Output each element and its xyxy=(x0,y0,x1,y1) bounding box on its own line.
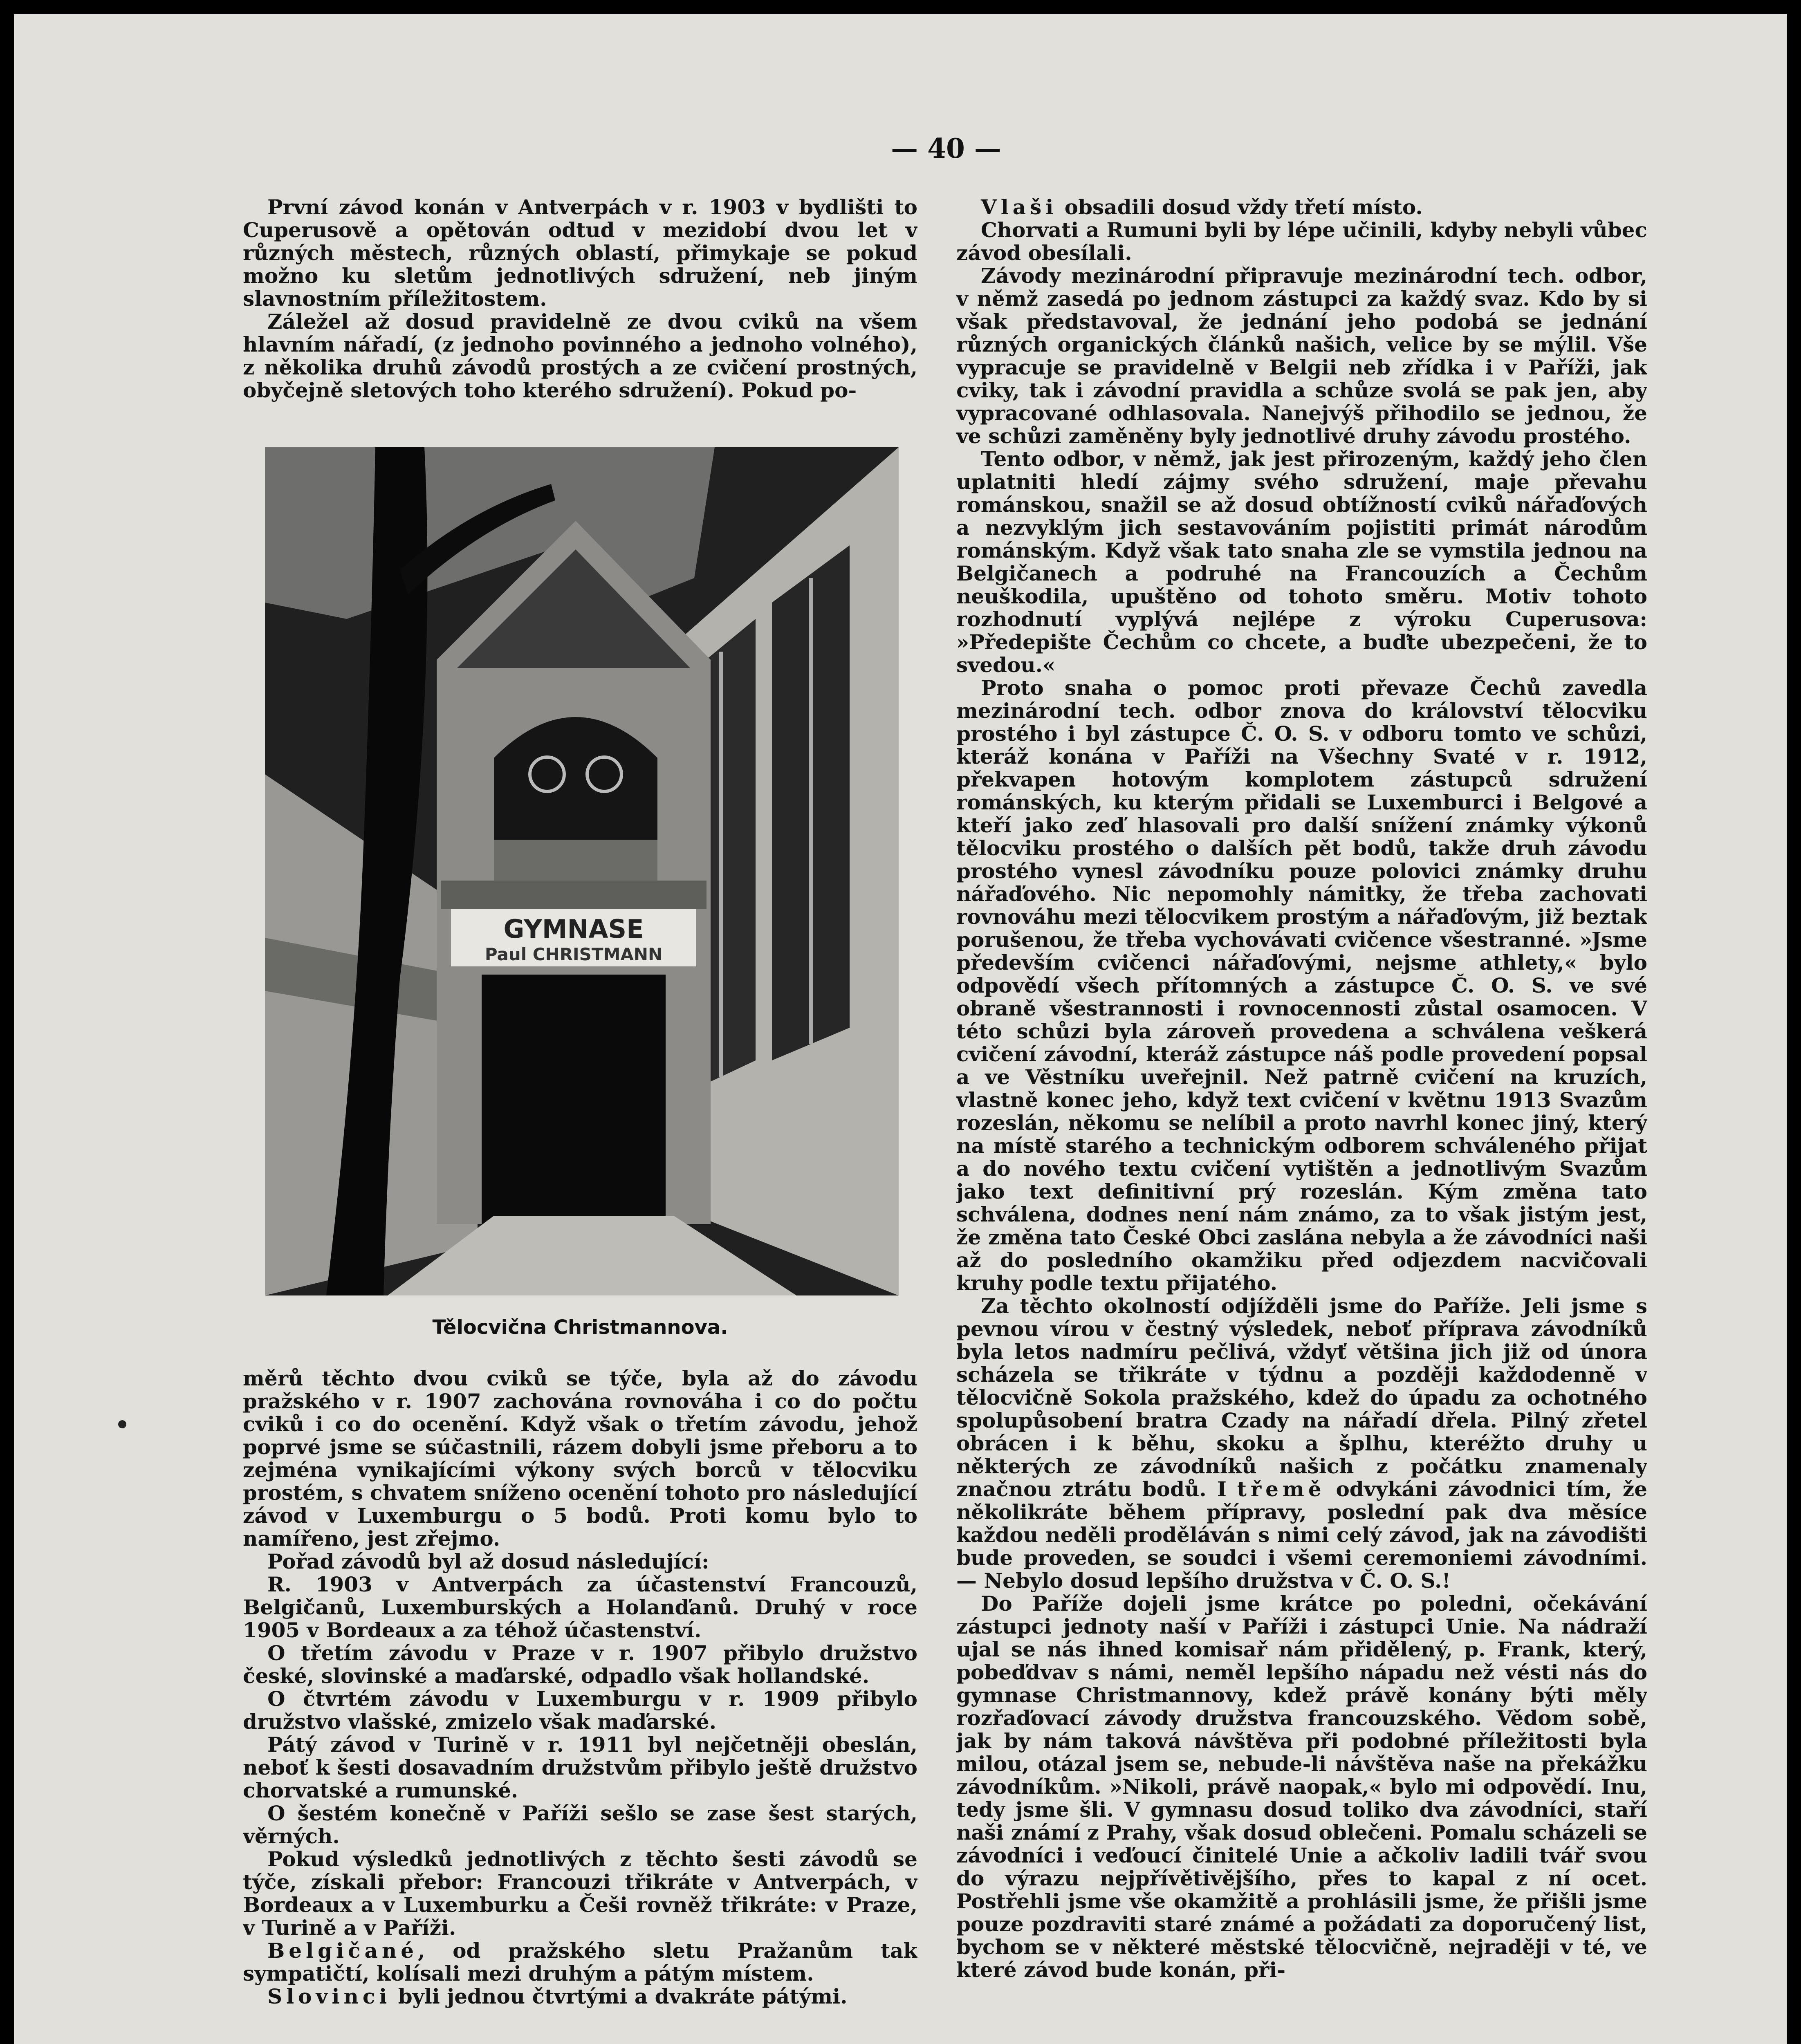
left-column-top xyxy=(243,196,917,417)
paragraph: měrů těchto dvou cviků se týče, byla až do závodu pražského v r. 1907 zachována rovnováha i co do počtu cviků i co do ocenění. Když však o třetím závodu, jehož poprvé jsme se súčastnili, rázem dobyli jsme přeboru a to zejména vynikajícími výkony svých borců v tělocviku prostém, s chvatem sníženo ocenění tohoto pro následující závod v Luxemburgu o 5 bodů. Proti komu bylo to namířeno, jest zřejmo. xyxy=(243,1367,917,1551)
page xyxy=(14,14,1787,2044)
paragraph-text: odvykáni závodnici tím, že několikráte během přípravy, poslední pak dva měsíce každou neděli proděláván s nimi celý závod, jak na závodišti bude proveden, se soudci i všemi ceremoniemi závodními. — Nebylo dosud lepšího družstva v Č. O. S.! xyxy=(956,1477,1647,1593)
paragraph: Záležel až dosud pravidelně ze dvou cviků na všem hlavním nářadí, (z jednoho povinného a jednoho volného), z několika druhů závodů prostých a ze cvičení prostných, obyčejně sletových toho kterého sdružení). Pokud po- xyxy=(243,309,917,402)
paragraph: Pokud výsledků jednotlivých z těchto šesti závodů se týče, získali přebor: Francouzi třikráte v Antverpách, v Bordeaux a v Luxemburku a Češi rovněž třikráte: v Praze, v Turině a v Paříži. xyxy=(243,1847,917,1940)
paragraph: O třetím závodu v Praze v r. 1907 přibylo družstvo české, slovinské a maďarské, odpadlo však hollandské. xyxy=(243,1641,917,1688)
sign-text-christmann: Paul CHRISTMANN xyxy=(484,944,663,964)
paragraph: Závody mezinárodní připravuje mezinárodní tech. odbor, v němž zasedá po jednom zástupci za každý svaz. Kdo by si však představoval, že jednání jeho podobá se jednání různých organických článků našich, velice by se mýlil. Vše vypracuje se pravidelně v Belgii neb zřídka i v Paříži, jak cviky, tak i závodní pravidla a schůze svolá se pak jen, aby vypracované odhlasovala. Nanejvýš přihodilo se jednou, že ve schůzi zaměněny byly jednotlivé druhy závodu prostého. xyxy=(956,264,1647,448)
paragraph: Proto snaha o pomoc proti převaze Čechů zavedla mezinárodní tech. odbor znova do království tělocviku prostého i byl zástupce Č. O. S. v odboru tomto ve schůzi, kteráž konána v Paříži na Všechny Svaté v r. 1912, překvapen hotovým komplotem zástupců sdružení románských, ku kterým přidali se Luxemburci i Belgové a kteří jako zeď hlasovali pro další snížení známky výkonů tělocviku prostého o dalších pět bodů, takže druh závodu prostého vynesl závodníku pouze polovici známky druhu nářaďového. Nic nepomohly námitky, že třeba zachovati rovnováhu mezi tělocvikem prostým a nářaďovým, již beztak porušenou, že třeba vychovávati cvičence všestranné. »Jsme především cvičenci nářaďovými, nejsme athlety,« bylo odpovědí všech přítomných a zástupce Č. O. S. ve své obraně všestrannosti i rovnocennosti zůstal osamocen. V této schůzi byla zároveň provedena a schválena veškerá cvičení závodní, kteráž zástupce náš podle provedení popsal a ve Věstníku uveřejnil. Než patrně cvičení na kruzích, vlastně konec jeho, když text cvičení v květnu 1913 Svazům rozeslán, někomu se nelíbil a proto navrhl konec jiný, který na místě starého a technickým odborem schváleného přijat a do nového textu cvičení vytištěn a jednotlivým Svazům jako text definitivní prý rozeslán. Kým změna tato schválena, dodnes není nám známo, za to však jistým jest, že změna tato České Obci zaslána nebyla a že závodníci naši až do posledního okamžiku před odjezdem nacvičovali kruhy podle textu přijatého. xyxy=(956,676,1647,1295)
paragraph: Chorvati a Rumuni byli by lépe učinili, kdyby nebyli vůbec závod obesílali. xyxy=(956,218,1647,265)
paragraph: Do Paříže dojeli jsme krátce po poledni, očekávání zástupci jednoty naší v Paříži i zástupci Unie. Na nádraží ujal se nás ihned komisař nám přidělený, p. Frank, který, pobeďdvav s námi, neměl lepšího nápadu než vésti nás do gymnase Christmannovy, kdež právě konány býti měly rozřaďovací závody družstva francouzského. Vědom sobě, jak by nám taková návštěva při podobné příležitosti byla milou, otázal jsem se, nebude-li návštěva naše na překážku závodníkům. »Nikoli, právě naopak,« bylo mi odpovědí. Inu, tedy jsme šli. V gymnasu dosud toliko dva závodníci, staří naši známí z Prahy, však dosud oblečeni. Pomalu scházeli se závodníci i veďoucí činitelé Unie a ačkoliv ladili tvář svou do výrazu nejpřívětivějšího, přes to kapal z ní ocet. Postřehli jsme vše okamžitě a prohlásili jsme, že přišli jsme pouze pozdraviti staré známé a požádati za doporučený list, bychom se v některé městské tělocvičně, nejraději v té, ve které závod bude konán, při- xyxy=(956,1591,1647,1982)
spaced-word: Belgičané xyxy=(267,1939,418,1963)
photo-caption: Tělocvična Christmannova. xyxy=(432,1316,728,1339)
right-column xyxy=(956,196,1647,2044)
paragraph-text: I xyxy=(1217,1477,1237,1501)
spaced-word: třemě xyxy=(1237,1477,1326,1501)
paragraph-slovinci xyxy=(243,1985,917,2008)
spaced-word: Vlaši xyxy=(981,196,1058,219)
paragraph-vlasi xyxy=(956,196,1647,219)
paragraph-text: Za těchto okolností odjížděli jsme do Paříže. Jeli jsme s pevnou vírou v čestný výsledek, neboť příprava závodníků byla letos nadmíru pečlivá, vždyť většina jich již od února scházela se třikráte v týdnu a později každodenně v tělocvičně Sokola pražského, kdež do úpadu za ochotného spolupůsobení bratra Czady na nářadí dřela. Pilný zřetel obrácen i k běhu, skoku a šplhu, kteréžto druhy u některých ze závodníků našich z počátku znamenaly značnou ztrátu bodů. xyxy=(956,1294,1647,1501)
gymnasium-photo xyxy=(265,447,899,1295)
paragraph-text: obsadili dosud vždy třetí místo. xyxy=(1057,196,1423,219)
paragraph: Tento odbor, v němž, jak jest přirozeným, každý jeho člen uplatniti hledí zájmy svého sdružení, maje převahu románskou, snažil se až dosud obtížností cviků nářaďových a nezvyklým jich sestavováním pojistiti primát národům románským. Když však tato snaha zle se vymstila jednou na Belgičanech a podruhé na Francouzích a Čechům neuškodila, upuštěno od tohoto směru. Motiv tohoto rozhodnutí vyplývá nejlépe z výroku Cuperusova: »Předepište Čechům co chcete, a buďte ubezpečeni, že to svedou.« xyxy=(956,447,1647,677)
paragraph: Pátý závod v Turině v r. 1911 byl nejčetněji obeslán, neboť k šesti dosavadním družstvům přibylo ještě družstvo chorvatské a rumunské. xyxy=(243,1732,917,1802)
paragraph: O šestém konečně v Paříži sešlo se zase šest starých, věrných. xyxy=(243,1801,917,1848)
paragraph: První závod konán v Antverpách v r. 1903 v bydlišti to Cuperusově a opětován odtud v mezidobí dvou let v různých městech, různých oblastí, přimykaje se pokud možno ku sletům jednotlivých sdružení, neb jiným slavnostním příležitostem. xyxy=(243,196,917,311)
paragraph: O čtvrtém závodu v Luxemburgu v r. 1909 přibylo družstvo vlašské, zmizelo však maďarské. xyxy=(243,1687,917,1734)
paragraph: Pořad závodů byl až dosud následující: xyxy=(267,1549,709,1573)
margin-dot xyxy=(118,1420,126,1428)
sign-text-gymnase: GYMNASE xyxy=(503,914,644,944)
paragraph-belgicane xyxy=(243,1939,917,1985)
paragraph: R. 1903 v Antverpách za účastenství Francouzů, Belgičanů, Luxemburských a Holanďanů. Druhý v roce 1905 v Bordeaux a za téhož účastenství. xyxy=(243,1572,917,1642)
paragraph-text: , od pražského sletu Pražanům tak sympatičtí, kolísali mezi druhým a pátým místem. xyxy=(243,1939,917,1986)
left-column-bottom xyxy=(243,1367,917,2044)
spaced-word: Slovinci xyxy=(267,1984,391,2008)
page-number: — 40 — xyxy=(891,132,1001,164)
paragraph-text: pátými. xyxy=(762,1984,848,2008)
paragraph-text: byli jednou čtvrtými a dvakráte xyxy=(391,1984,762,2008)
paragraph xyxy=(956,1295,1647,1592)
